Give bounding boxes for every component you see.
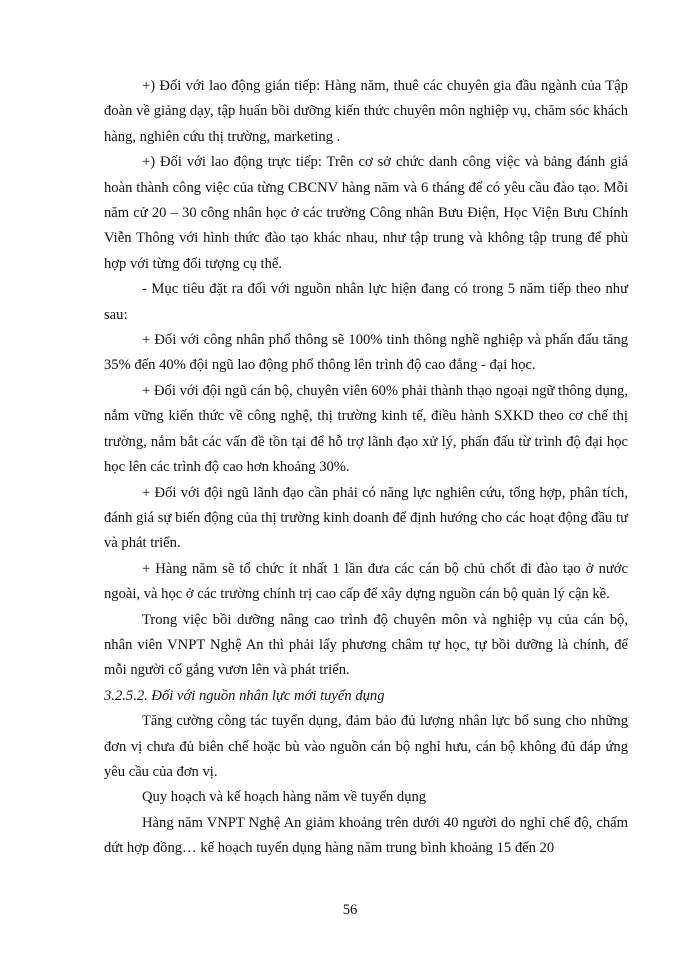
paragraph-recruitment-numbers: Hàng năm VNPT Nghệ An giảm khoảng trên dưới 40 người do nghỉ chế độ, chấm dứt hợp đồng… kế hoạch tuyển dụng hàng năm trung bình khoảng 15 đến 20	[104, 814, 628, 857]
page-body	[104, 74, 628, 862]
paragraph-leadership: + Đối với đội ngũ lãnh đạo cần phải có năng lực nghiên cứu, tổng hợp, phân tích, đánh giá sự biến động của thị trường kinh doanh để định hướng cho các hoạt động đầu tư và phát triển.	[104, 484, 628, 552]
page-number: 56	[342, 902, 358, 918]
section-heading: 3.2.5.2. Đối với nguồn nhân lực mới tuyển dụng	[104, 687, 385, 704]
paragraph-staff-specialists: + Đối với đội ngũ cán bộ, chuyên viên 60% phải thành thạo ngoại ngữ thông dụng, nắm vững kiến thức về công nghệ, thị trường kinh tế, điều hành SXKD theo cơ chế thị trường, nắm bắt các vấn đề tồn tại để hỗ trợ lãnh đạo xử lý, phấn đấu từ trình độ đại học học lên các trình độ cao hơn khoảng 30%.	[104, 382, 628, 476]
paragraph-overseas-training: + Hàng năm sẽ tổ chức ít nhất 1 lần đưa các cán bộ chủ chốt đi đào tạo ở nước ngoài, và học ở các trường chính trị cao cấp để xây dựng nguồn cán bộ quản lý cận kề.	[104, 560, 628, 603]
paragraph-general-workers: + Đối với công nhân phổ thông sẽ 100% tinh thông nghề nghiệp và phấn đấu tăng 35% đến 40% đội ngũ lao động phổ thông lên trình độ cao đẳng - đại học.	[104, 332, 628, 374]
paragraph-recruitment: Tăng cường công tác tuyển dụng, đảm bảo đủ lượng nhân lực bổ sung cho những đơn vị chưa đủ biên chế hoặc bù vào nguồn cán bộ nghỉ hưu, cán bộ không đủ đáp ứng yêu cầu của đơn vị.	[104, 713, 628, 780]
paragraph-five-year-goals: - Mục tiêu đặt ra đối với nguồn nhân lực hiện đang có trong 5 năm tiếp theo như sau:	[104, 281, 628, 323]
paragraph-recruitment-plan-title: Quy hoạch và kế hoạch hàng năm về tuyển dụng	[142, 789, 427, 806]
paragraph-indirect-labor: +) Đối với lao động gián tiếp: Hàng năm, thuê các chuyên gia đầu ngành của Tập đoàn về giảng dạy, tập huấn bồi dưỡng kiến thức chuyên môn nghiệp vụ, chăm sóc khách hàng, nghiên cứu thị trường, marketing .	[104, 78, 628, 145]
paragraph-self-study: Trong việc bồi dưỡng nâng cao trình độ chuyên môn và nghiệp vụ của cán bộ, nhân viên VNPT Nghệ An thì phải lấy phương châm tự học, tự bồi dưỡng là chính, để mỗi người cố gắng vươn lên và phát triển.	[104, 611, 628, 679]
paragraph-direct-labor: +) Đối với lao động trực tiếp: Trên cơ sở chức danh công việc và bảng đánh giá hoàn thành công việc của từng CBCNV hàng năm và 6 tháng để có yêu cầu đào tạo. Mỗi năm cử 20 – 30 công nhân học ở các trường Công nhân Bưu Điện, Học Viện Bưu Chính Viễn Thông với hình thức đào tạo khác nhau, như tập trung và không tập trung để phù hợp với từng đối tượng cụ thể.	[104, 154, 628, 272]
